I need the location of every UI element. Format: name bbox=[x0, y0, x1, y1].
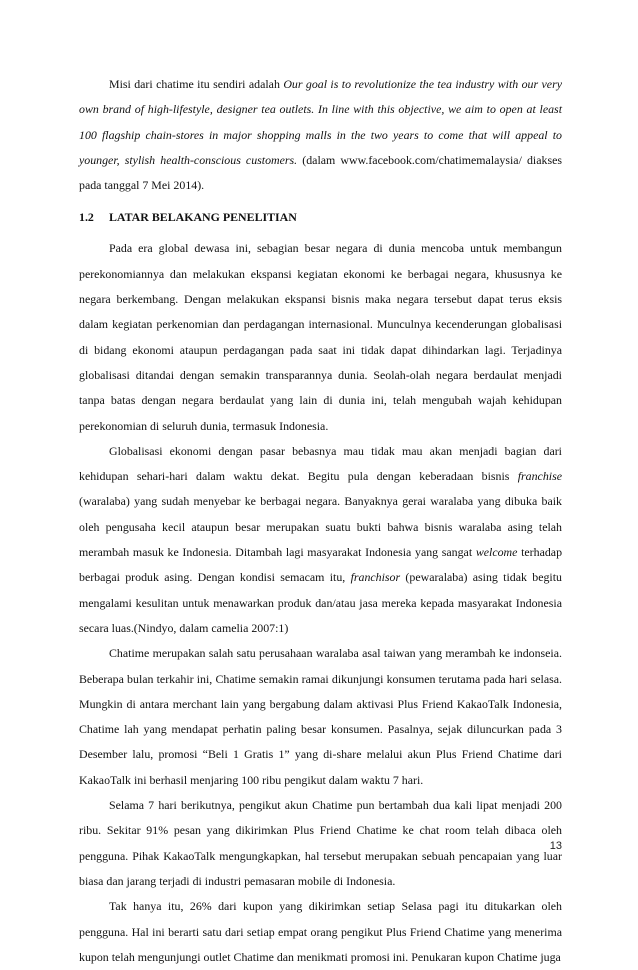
franchise-text-e: terhadap berbagai produk asing. Dengan kondisi semacam itu, bbox=[79, 545, 563, 585]
franchise-text-g: (pewaralaba) asing tidak begitu mengalami kesulitan untuk menawarkan produk dan/atau jasa mereka kepada masyarakat Indonesia secara luas.(Nindyo, dalam camelia 2007:1) bbox=[79, 570, 562, 635]
mission-source-text: (dalam www.facebook.com/chatimemalaysia/ diakses pada tanggal 7 Mei 2014). bbox=[79, 152, 562, 193]
mission-intro-text: Misi dari chatime itu sendiri adalah bbox=[109, 77, 284, 91]
paragraph-globalization: Pada era global dewasa ini, sebagian besar negara di dunia mencoba untuk membangun perekonomiannya dan melakukan ekspansi kegiatan ekonomi ke berbagai negara, khususnya ke negara berkembang. Dengan melakukan ekspansi bisnis maka negara tersebut dapat terus eksis dalam kegiatan perkenomian dan perdagangan internasional. Munculnya kecenderungan globalisasi di bidang ekonomi ataupun perdagangan pada saat ini tidak dapat dihindarkan lagi. Terjadinya globalisasi ditandai dengan semakin transparannya dunia. Seolah-olah negara berdaulat menjadi tanpa batas dengan negara berdaulat yang lain di dunia ini, telah mengubah wajah kehidupan perekonomian di seluruh dunia, termasuk Indonesia. bbox=[79, 241, 562, 433]
franchise-text-a: Globalisasi ekonomi dengan pasar bebasnya mau tidak mau akan menjadi bagian dari kehidupan sehari-hari dalam waktu dekat. Begitu pula dengan keberadaan bisnis bbox=[79, 443, 562, 484]
section-title: LATAR BELAKANG PENELITIAN bbox=[109, 210, 297, 225]
welcome-term: welcome bbox=[475, 545, 518, 560]
mission-quote-text: Our goal is to revolutionize the tea industry with our very own brand of high-lifestyle, designer tea outlets. In line with this objective, we aim to open at least 100 flagship chain-stores in major shopping malls in the two years to come that will appeal to younger, stylish health-conscious customers. bbox=[79, 77, 562, 167]
page-number: 13 bbox=[549, 840, 562, 852]
page-body bbox=[79, 72, 562, 970]
section-heading bbox=[79, 198, 562, 236]
franchise-term: franchise bbox=[517, 469, 562, 484]
franchise-text-c: (waralaba) yang sudah menyebar ke berbagai negara. Banyaknya gerai waralaba yang dibuka baik oleh pengusaha kecil ataupun besar merupakan suatu bukti bahwa bisnis waralaba asing telah merambah masuk ke Indonesia. Ditambah lagi masyarakat Indonesia yang sangat bbox=[79, 494, 562, 560]
franchisor-term: franchisor bbox=[350, 570, 401, 585]
section-number: 1.2 bbox=[79, 210, 94, 225]
paragraph-coupons: Tak hanya itu, 26% dari kupon yang dikirimkan setiap Selasa pagi itu ditukarkan oleh pengguna. Hal ini berarti satu dari setiap empat orang pengikut Plus Friend Chatime yang menerima kupon telah mengunjungi outlet Chatime dan menikmati promosi ini. Penukaran kupon Chatime juga bbox=[79, 899, 562, 964]
paragraph-followers: Selama 7 hari berikutnya, pengikut akun Chatime pun bertambah dua kali lipat menjadi 200 ribu. Sekitar 91% pesan yang dikirimkan Plus Friend Chatime ke chat room telah dibaca oleh pengguna. Pihak KakaoTalk mengungkapkan, hal tersebut merupakan sebuah pencapaian yang luar biasa dan jarang terjadi di industri pemasaran mobile di Indonesia. bbox=[79, 798, 562, 888]
paragraph-chatime-intro: Chatime merupakan salah satu perusahaan waralaba asal taiwan yang merambah ke indonseia. Beberapa bulan terkahir ini, Chatime semakin ramai dikunjungi konsumen terutama pada hari selasa. Mungkin di antara merchant lain yang bergabung dalam aktivasi Plus Friend KakaoTalk Indonesia, Chatime lah yang mendapat perhatin paling besar konsumen. Pasalnya, sejak diluncurkan pada 3 Desember lalu, promosi “Beli 1 Gratis 1” yang di-share melalui akun Plus Friend Chatime dari KakaoTalk ini berhasil menjaring 100 ribu pengikut dalam waktu 7 hari. bbox=[79, 646, 562, 787]
paragraph-mission bbox=[79, 72, 562, 198]
paragraph-franchise bbox=[79, 439, 562, 641]
